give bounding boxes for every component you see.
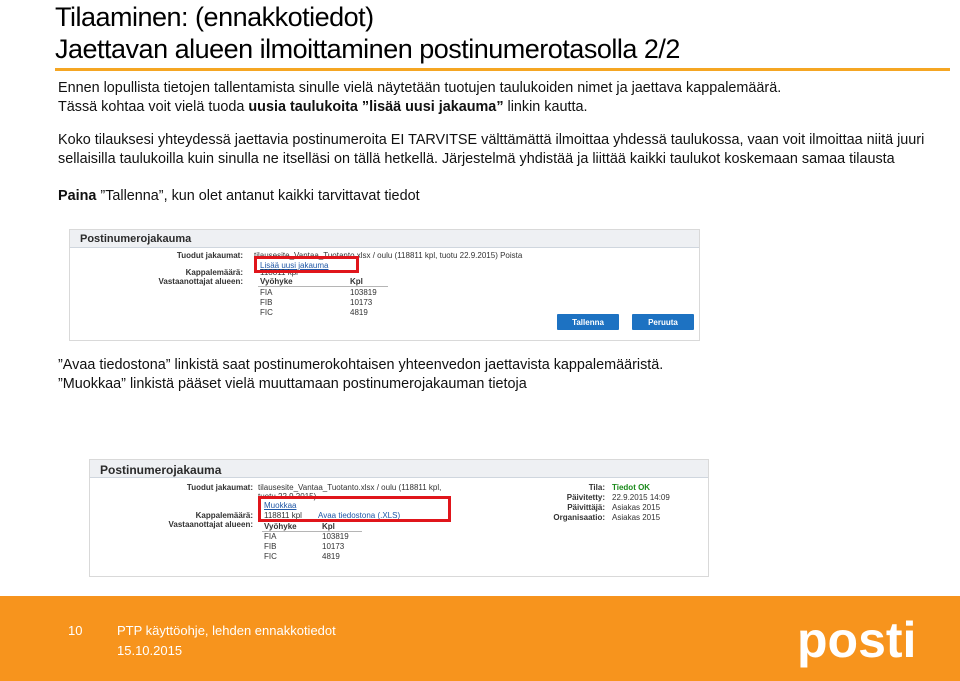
row-count: 10173 [350,298,373,307]
logo-text: posti [797,612,917,668]
status-value: Tiedot OK [612,483,651,492]
updater-value: Asiakas 2015 [612,503,661,512]
panel-header [70,230,699,248]
slide-title-line1: Tilaaminen: (ennakkotiedot) [55,2,374,32]
table-separator [258,286,388,287]
intro-paragraph [58,79,938,116]
row-count: 103819 [322,532,349,541]
row-count: 4819 [322,552,340,561]
slide-title-line2: Jaettavan alueen ilmoittaminen postinumerotasolla 2/2 [55,34,680,64]
amount-value: 118811 kpl [264,511,302,520]
updater-label: Päivittäjä: [567,503,605,512]
organization-label: Organisaatio: [553,513,605,522]
intro-text-b: Tässä kohtaa voit vielä tuoda [58,98,249,115]
organization-value: Asiakas 2015 [612,513,661,522]
instruction-text: ”Tallenna”, kun olet antanut kaikki tarvittavat tiedot [96,188,420,204]
add-distribution-link[interactable]: Lisää uusi jakauma [260,261,329,270]
page-number: 10 [68,623,83,638]
row-area: FIB [260,298,273,307]
panel-title: Postinumerojakauma [100,463,222,477]
save-button[interactable]: Tallenna [557,314,619,330]
imported-value: tilausesite_Vantaa_Tuotanto.xlsx / oulu (118811 kpl, tuotu 22.9.2015) Poista [254,251,523,260]
row-area: FIC [260,308,273,317]
imported-value-1: tilausesite_Vantaa_Tuotanto.xlsx / oulu (118811 kpl, [258,483,442,492]
info-paragraph: Koko tilauksesi yhteydessä jaettavia postinumeroita EI TARVITSE välttämättä ilmoittaa yhdessä taulukossa, vaan voit ilmoittaa niitä juuri sellaisilla taulukoilla kuin sinulla ne itselläsi on tällä hetkellä. Järjestelmä yhdistää ja liittää kaikki taulukot koskemaan samaa tilausta [58,132,925,167]
footer-doc-title: PTP käyttöohje, lehden ennakkotiedot [117,623,336,638]
panel-header [90,460,708,478]
intro-text-c: linkin kautta. [503,98,588,115]
highlight-box [254,256,359,273]
recipients-label: Vastaanottajat alueen: [168,520,253,529]
col-area: Vyöhyke [264,522,297,531]
row-count: 4819 [350,308,368,317]
cancel-button[interactable]: Peruuta [632,314,694,330]
row-area: FIA [264,532,277,541]
col-area: Vyöhyke [260,277,293,286]
posti-logo [795,611,920,669]
row-area: FIB [264,542,277,551]
col-count: Kpl [350,277,363,286]
links-paragraph [58,356,938,393]
row-count: 10173 [322,542,345,551]
status-label: Tila: [588,483,605,492]
intro-bold: uusia taulukoita ”lisää uusi jakauma” [248,98,504,115]
edit-explanation: ”Muokkaa” linkistä pääset vielä muuttamaan postinumerojakauman tietoja [58,375,527,392]
screenshot-after-save [89,459,709,577]
highlight-box [258,496,451,522]
amount-label: Kappalemäärä: [195,511,253,520]
intro-text-a: Ennen lopullista tietojen tallentamista sinulle vielä näytetään tuotujen taulukoiden nimet ja jaettava kappalemäärä. [58,80,782,96]
imported-label: Tuodut jakaumat: [186,483,253,492]
title-divider [55,68,950,71]
instruction-bold: Paina [58,188,97,204]
open-file-explanation: ”Avaa tiedostona” linkistä saat postinumerokohtaisen yhteenvedon jaettavista kappalemääristä. [58,357,664,373]
updated-value: 22.9.2015 14:09 [612,493,670,502]
imported-label: Tuodut jakaumat: [176,251,243,260]
row-area: FIC [264,552,277,561]
amount-label: Kappalemäärä: [185,268,243,277]
panel-title: Postinumerojakauma [80,233,192,245]
screenshot-before-save [69,229,700,341]
amount-value: 118811 kpl [260,268,298,277]
edit-link[interactable]: Muokkaa [264,501,297,510]
instruction-paragraph [58,187,938,206]
updated-label: Päivitetty: [566,493,605,502]
imported-value-2: tuotu 22.9.2015) [258,492,317,501]
col-count: Kpl [322,522,335,531]
recipients-label: Vastaanottajat alueen: [158,277,243,286]
footer-date: 15.10.2015 [117,643,183,658]
row-count: 103819 [350,288,377,297]
open-as-file-link[interactable]: Avaa tiedostona (.XLS) [318,511,401,520]
row-area: FIA [260,288,273,297]
